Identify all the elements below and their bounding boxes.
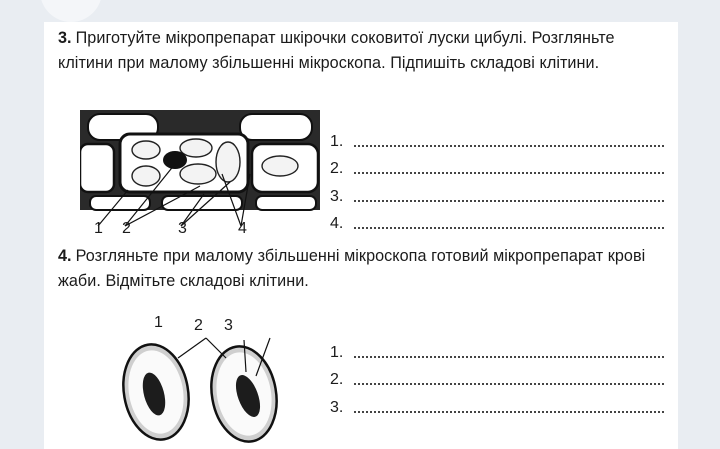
blank-line[interactable] bbox=[354, 166, 664, 174]
blank-line[interactable] bbox=[354, 405, 664, 413]
blank-line[interactable] bbox=[354, 377, 664, 385]
task-3-instruction: Приготуйте мікропрепарат шкірочки соковитої луски цибулі. Розгляньте клітини при малому збільшенні мікроскопа. Підпишіть складові клітини. bbox=[58, 29, 615, 72]
blank-line[interactable] bbox=[354, 350, 664, 358]
task-4-text bbox=[58, 244, 658, 294]
answer-line[interactable] bbox=[330, 362, 664, 390]
background-circle bbox=[40, 0, 102, 22]
answer-number: 3. bbox=[330, 398, 344, 416]
answer-line[interactable] bbox=[330, 389, 664, 417]
answer-number: 4. bbox=[330, 215, 344, 232]
task-3-text bbox=[58, 26, 658, 76]
answer-number: 1. bbox=[330, 343, 344, 361]
blank-line[interactable] bbox=[354, 139, 664, 147]
task-3-number: 3. bbox=[58, 29, 72, 47]
task-4-instruction: Розгляньте при малому збільшенні мікроскопа готовий мікропрепарат крові жаби. Відмітьте складові клітини. bbox=[58, 247, 646, 290]
task-4-answer-lines bbox=[330, 334, 664, 417]
blank-line[interactable] bbox=[354, 221, 664, 229]
task-3-answer-lines bbox=[330, 123, 664, 233]
answer-line[interactable] bbox=[330, 123, 664, 151]
blank-line[interactable] bbox=[354, 194, 664, 202]
task-4-number: 4. bbox=[58, 247, 72, 265]
worksheet-page bbox=[44, 22, 678, 449]
answer-number: 2. bbox=[330, 371, 344, 388]
onion-figure-label-1: 1 bbox=[94, 220, 103, 237]
answer-number: 2. bbox=[330, 160, 344, 177]
answer-line[interactable] bbox=[330, 151, 664, 179]
answer-number: 1. bbox=[330, 132, 344, 150]
onion-cells-figure bbox=[80, 110, 320, 238]
onion-figure-label-2: 2 bbox=[122, 220, 131, 237]
answer-number: 3. bbox=[330, 187, 344, 205]
onion-figure-label-4: 4 bbox=[238, 220, 247, 237]
answer-line[interactable] bbox=[330, 206, 664, 234]
answer-line[interactable] bbox=[330, 178, 664, 206]
blood-figure-label-1: 1 bbox=[154, 314, 163, 331]
onion-figure-label-3: 3 bbox=[178, 220, 187, 237]
answer-line[interactable] bbox=[330, 334, 664, 362]
blood-figure-label-3: 3 bbox=[224, 317, 233, 334]
blood-figure-label-2: 2 bbox=[194, 317, 203, 334]
frog-blood-cells-figure bbox=[116, 314, 296, 444]
